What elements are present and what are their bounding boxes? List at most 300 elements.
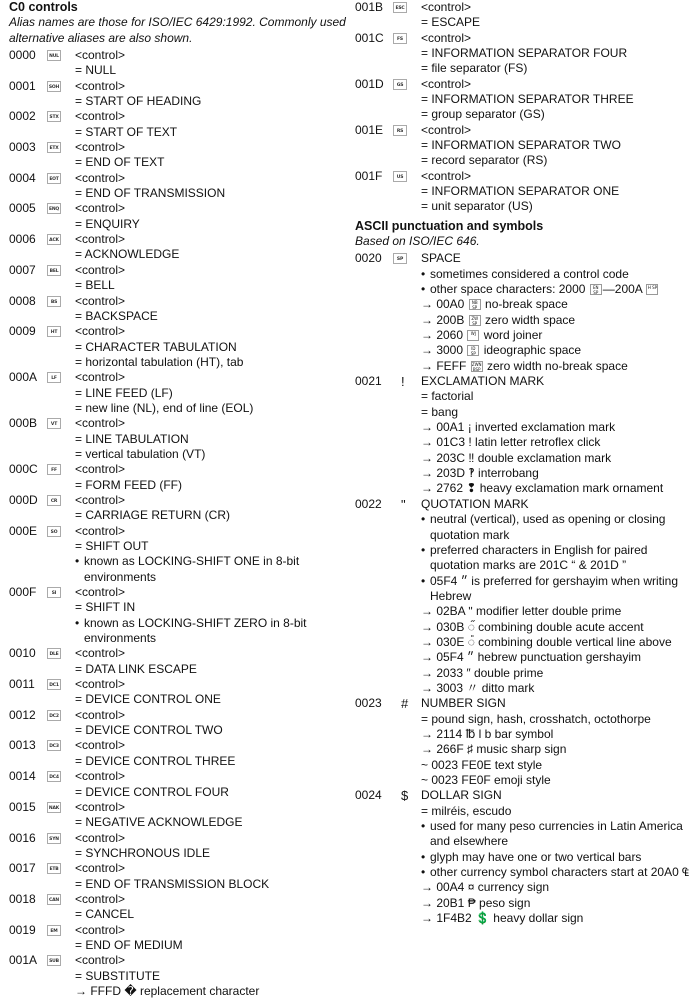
entry-line — [75, 815, 349, 830]
line-text: <control> — [75, 140, 126, 155]
entry-line — [75, 923, 349, 938]
glyph-cell — [393, 169, 421, 215]
entry-body — [75, 953, 349, 999]
line-text: <control> — [75, 170, 126, 185]
bullet-marker: • — [421, 865, 426, 880]
entry-line — [75, 447, 349, 462]
glyph-cell — [393, 0, 421, 31]
entry-line — [75, 416, 349, 431]
control-symbol-box: GS — [393, 79, 407, 90]
bullet-marker: • — [421, 282, 426, 296]
line-text: → 00A1 ¡ inverted exclamation mark — [421, 420, 616, 435]
entry-line — [421, 604, 695, 619]
line-text: = new line (NL), end of line (EOL) — [75, 400, 254, 415]
entry-line — [75, 462, 349, 477]
glyph-cell — [47, 738, 75, 769]
code-point: 0008 — [9, 293, 36, 308]
entry-line — [421, 405, 695, 420]
line-text: → 200B — [421, 312, 468, 327]
control-symbol-box: FF — [47, 464, 61, 475]
line-text: <control> — [75, 109, 126, 124]
control-symbol-box: CAN — [47, 894, 61, 905]
line-text: <control> — [421, 76, 472, 91]
entry-line — [75, 785, 349, 800]
entry-line — [421, 574, 695, 605]
line-text: <control> — [75, 891, 126, 906]
control-symbol-box: ACK — [47, 234, 61, 245]
line-text: known as LOCKING-SHIFT ONE in 8-bit environments — [84, 554, 300, 584]
line-text: → FFFD � replacement character — [75, 983, 260, 998]
control-symbol-box: DC1 — [47, 679, 61, 690]
char-entry-001E — [355, 123, 695, 169]
line-text: = record separator (RS) — [421, 153, 548, 168]
entry-line — [421, 282, 695, 297]
control-symbol-box: DLE — [47, 648, 61, 659]
entry-line — [75, 294, 349, 309]
control-symbol-box: SUB — [47, 955, 61, 966]
glyph-cell — [47, 48, 75, 79]
entry-line — [421, 512, 695, 543]
entry-line — [75, 125, 349, 140]
control-symbol-box: US — [393, 171, 407, 182]
space-symbol-box: NB SP — [469, 299, 481, 310]
entry-line — [421, 880, 695, 895]
entry-line — [75, 662, 349, 677]
line-text: <control> — [75, 799, 126, 814]
glyph-cell — [47, 831, 75, 862]
entry-line — [421, 681, 695, 696]
entry-line — [75, 754, 349, 769]
entry-line — [421, 650, 695, 665]
entry-line — [75, 692, 349, 707]
entry-body — [75, 769, 349, 800]
code-point: 0021 — [355, 374, 382, 389]
line-text: <control> — [75, 830, 126, 845]
char-entry-0015 — [9, 800, 349, 831]
entry-line — [75, 953, 349, 968]
entry-body — [421, 31, 695, 77]
space-symbol-box: H SP — [646, 284, 658, 295]
line-text: → 030B ◌̋ combining double acute accent — [421, 619, 644, 634]
code-point: 0011 — [9, 677, 35, 692]
entry-body — [421, 696, 695, 788]
entry-line — [75, 831, 349, 846]
entry-line — [75, 171, 349, 186]
entry-line — [75, 616, 349, 647]
entry-line — [75, 324, 349, 339]
entry-line — [421, 359, 695, 374]
line-text: SPACE — [421, 251, 461, 266]
entry-line — [75, 386, 349, 401]
char-entry-0003 — [9, 140, 349, 171]
line-text: <control> — [75, 48, 126, 62]
line-text-cont: zero width space — [481, 312, 576, 327]
entry-body — [75, 294, 349, 325]
code-point: 0024 — [355, 788, 382, 803]
section-intro-ascii: Based on ISO/IEC 646. — [355, 233, 480, 248]
line-text: → 2060 — [421, 328, 467, 343]
line-text: = END OF TRANSMISSION BLOCK — [75, 876, 270, 891]
glyph-cell — [393, 696, 421, 788]
entry-line — [421, 420, 695, 435]
line-text: → 2033 ″ double prime — [421, 665, 544, 680]
line-text: = INFORMATION SEPARATOR THREE — [421, 92, 634, 107]
entry-body — [75, 708, 349, 739]
control-symbol-box: SO — [47, 526, 61, 537]
entry-body — [421, 0, 695, 31]
space-symbol-box: EN SP — [590, 284, 602, 295]
entry-line — [75, 524, 349, 539]
control-symbol-box: FS — [393, 33, 407, 44]
glyph-cell — [47, 171, 75, 202]
entry-line — [421, 850, 695, 865]
entry-body — [75, 831, 349, 862]
char-entry-0017 — [9, 861, 349, 892]
control-symbol-box: LF — [47, 372, 61, 383]
line-text: <control> — [421, 30, 472, 45]
line-text: <control> — [75, 324, 126, 339]
line-text: 05F4 ״ is preferred for gershayim when writing Hebrew — [430, 573, 679, 603]
line-text: = CANCEL — [75, 907, 135, 922]
space-symbol-box: ZW SP — [469, 315, 481, 326]
control-symbol-box: ESC — [393, 2, 407, 13]
entry-line — [421, 620, 695, 635]
line-text: sometimes considered a control code — [430, 266, 629, 281]
control-symbol-box: EOT — [47, 173, 61, 184]
entry-line — [421, 758, 695, 773]
line-text: = milréis, escudo — [421, 803, 512, 818]
line-text: = END OF TRANSMISSION — [75, 186, 226, 201]
entry-line — [75, 186, 349, 201]
char-entry-0005 — [9, 201, 349, 232]
code-point: 0019 — [9, 922, 36, 937]
line-text: = INFORMATION SEPARATOR ONE — [421, 184, 620, 199]
entry-line — [75, 861, 349, 876]
line-text: ~ 0023 FE0F emoji style — [421, 773, 551, 787]
line-text: = START OF TEXT — [75, 124, 178, 139]
code-point: 0012 — [9, 707, 36, 722]
control-symbol-box: HT — [47, 326, 61, 337]
left-column — [9, 0, 349, 999]
control-symbol-box: EM — [47, 925, 61, 936]
entry-body — [75, 109, 349, 140]
entry-line — [75, 646, 349, 661]
entry-line — [75, 263, 349, 278]
entry-body — [421, 374, 695, 497]
line-text: → 203C ‼ double exclamation mark — [421, 450, 612, 465]
line-text: = INFORMATION SEPARATOR TWO — [421, 138, 621, 153]
entry-body — [75, 171, 349, 202]
line-text: ~ 0023 FE0E text style — [421, 757, 543, 772]
section-intro-c0: Alias names are those for ISO/IEC 6429:1992. Commonly used alternative aliases are also shown. — [9, 15, 346, 45]
char-entry-0007 — [9, 263, 349, 294]
entry-line — [75, 401, 349, 416]
entry-line — [75, 677, 349, 692]
glyph-cell — [47, 646, 75, 677]
code-point: 0020 — [355, 251, 382, 266]
glyph-cell — [47, 953, 75, 999]
entry-line — [75, 247, 349, 262]
line-text: known as LOCKING-SHIFT ZERO in 8-bit environments — [84, 615, 307, 646]
line-text: → 2114 ℔ l b bar symbol — [421, 726, 554, 741]
entry-body — [75, 738, 349, 769]
line-text: = START OF HEADING — [75, 94, 202, 109]
line-text: → 203D ‽ interrobang — [421, 466, 539, 481]
line-text: <control> — [75, 523, 126, 538]
char-entry-001D — [355, 77, 695, 123]
glyph-cell — [47, 800, 75, 831]
line-text: → 00A4 ¤ currency sign — [421, 880, 550, 895]
entry-line — [421, 153, 695, 168]
line-text: <control> — [75, 677, 126, 692]
code-point: 001E — [355, 122, 384, 137]
line-text: other space characters: 2000 — [430, 282, 589, 296]
control-symbol-box: SP — [393, 253, 407, 264]
code-point: 000F — [9, 585, 37, 600]
line-text: <control> — [75, 707, 126, 722]
entry-line — [75, 109, 349, 124]
code-point: 001C — [355, 30, 384, 45]
glyph-cell — [47, 524, 75, 585]
char-entry-000A — [9, 370, 349, 416]
entry-line — [421, 328, 695, 343]
bullet-marker: • — [75, 554, 80, 569]
entry-body — [421, 788, 695, 926]
entry-line — [75, 155, 349, 170]
line-text: = CHARACTER TABULATION — [75, 339, 237, 354]
code-point: 0010 — [9, 646, 36, 661]
bullet-marker: • — [421, 573, 426, 588]
bullet-marker: • — [421, 266, 426, 281]
line-text: = pound sign, hash, crosshatch, octothorpe — [421, 711, 651, 726]
control-symbol-box: ETX — [47, 142, 61, 153]
glyph-cell — [47, 263, 75, 294]
entry-line — [421, 267, 695, 282]
entry-body — [75, 524, 349, 585]
line-text-cont: zero width no-break space — [483, 358, 628, 373]
char-entry-0014 — [9, 769, 349, 800]
entry-body — [421, 123, 695, 169]
entry-line — [421, 46, 695, 61]
line-text: = ACKNOWLEDGE — [75, 247, 180, 262]
glyph-cell — [47, 109, 75, 140]
char-entry-0012 — [9, 708, 349, 739]
glyph-cell — [393, 788, 421, 926]
char-entry-0020 — [355, 251, 695, 374]
entry-line — [421, 712, 695, 727]
control-symbol-box: CR — [47, 495, 61, 506]
entry-body — [75, 201, 349, 232]
line-text: = BACKSPACE — [75, 308, 158, 323]
control-symbol-box: ETB — [47, 863, 61, 874]
code-point: 001B — [355, 0, 384, 14]
char-entry-000F — [9, 585, 349, 646]
char-entry-0002 — [9, 109, 349, 140]
control-symbol-box: BS — [47, 296, 61, 307]
line-text-cont: word joiner — [480, 328, 543, 343]
line-text: <control> — [421, 122, 472, 137]
char-glyph: ! — [401, 374, 405, 390]
entry-line — [421, 788, 695, 803]
char-entry-000C — [9, 462, 349, 493]
char-glyph: " — [401, 496, 406, 512]
code-point: 001F — [355, 168, 383, 183]
entry-line — [421, 865, 695, 880]
entry-line — [75, 217, 349, 232]
line-text: = ENQUIRY — [75, 216, 140, 231]
entry-line — [421, 251, 695, 266]
entry-body — [421, 77, 695, 123]
char-entry-0000 — [9, 48, 349, 79]
line-text: <control> — [75, 861, 126, 876]
line-text: neutral (vertical), used as opening or closing quotation mark — [430, 512, 666, 542]
char-entry-0008 — [9, 294, 349, 325]
entry-line — [75, 370, 349, 385]
char-entry-0006 — [9, 232, 349, 263]
section-heading-ascii: ASCII punctuation and symbols — [355, 218, 544, 233]
glyph-cell — [47, 769, 75, 800]
line-text: <control> — [75, 416, 126, 431]
entry-line — [75, 708, 349, 723]
glyph-cell — [393, 123, 421, 169]
entry-body — [75, 800, 349, 831]
entry-line — [421, 466, 695, 481]
code-point: 0023 — [355, 696, 382, 711]
char-entry-0024 — [355, 788, 695, 926]
line-text: = END OF TEXT — [75, 155, 165, 170]
entry-body — [75, 677, 349, 708]
line-text: EXCLAMATION MARK — [421, 374, 545, 389]
entry-line — [75, 232, 349, 247]
line-text: → 1F4B2 💲 heavy dollar sign — [421, 911, 584, 926]
entry-body — [75, 79, 349, 110]
code-point: 000D — [9, 492, 38, 507]
control-symbol-box: NAK — [47, 802, 61, 813]
code-point: 0004 — [9, 170, 36, 185]
control-symbol-box: STX — [47, 111, 61, 122]
line-text: <control> — [75, 262, 126, 277]
line-text: <control> — [75, 738, 126, 753]
entry-body — [75, 324, 349, 370]
glyph-cell — [393, 497, 421, 696]
code-point: 000C — [9, 462, 38, 477]
glyph-cell — [47, 493, 75, 524]
entry-line — [421, 297, 695, 312]
code-point: 0005 — [9, 201, 36, 216]
glyph-cell — [47, 370, 75, 416]
entry-line — [75, 585, 349, 600]
char-entry-0021 — [355, 374, 695, 497]
entry-line — [421, 123, 695, 138]
char-entry-0022 — [355, 497, 695, 696]
glyph-cell — [47, 416, 75, 462]
line-text: <control> — [75, 78, 126, 93]
char-entry-0016 — [9, 831, 349, 862]
code-point: 001A — [9, 953, 38, 968]
entry-line — [75, 355, 349, 370]
space-symbol-box: ID SP — [467, 345, 479, 356]
entry-line — [421, 199, 695, 214]
line-text: <control> — [75, 462, 126, 477]
entry-body — [75, 140, 349, 171]
line-text-cont: —200A — [602, 282, 646, 296]
entry-line — [421, 92, 695, 107]
line-text: = DEVICE CONTROL THREE — [75, 753, 236, 768]
entry-line — [421, 169, 695, 184]
entry-body — [421, 251, 695, 374]
entry-body — [75, 646, 349, 677]
line-text: <control> — [421, 168, 472, 183]
line-text: <control> — [75, 585, 126, 600]
glyph-cell — [47, 462, 75, 493]
bullet-marker: • — [75, 615, 80, 630]
line-text: <control> — [75, 953, 126, 968]
entry-line — [421, 773, 695, 788]
code-point: 0014 — [9, 769, 36, 784]
entry-line — [75, 201, 349, 216]
entry-line — [421, 727, 695, 742]
glyph-cell — [393, 31, 421, 77]
code-point: 0000 — [9, 48, 36, 62]
line-text: <control> — [421, 0, 472, 14]
entry-line — [421, 15, 695, 30]
entry-line — [75, 340, 349, 355]
bullet-marker: • — [421, 819, 426, 834]
entry-line — [75, 877, 349, 892]
entry-body — [75, 462, 349, 493]
entry-line — [75, 846, 349, 861]
code-point: 0001 — [9, 78, 36, 93]
line-text: = factorial — [421, 389, 474, 404]
entry-line — [75, 309, 349, 324]
entry-line — [75, 984, 349, 999]
entry-line — [75, 554, 349, 585]
line-text: → 3003 〃 ditto mark — [421, 680, 535, 695]
control-symbol-box: DC2 — [47, 710, 61, 721]
left-entry-list — [9, 48, 349, 999]
entry-body — [75, 48, 349, 79]
line-text: QUOTATION MARK — [421, 496, 529, 511]
line-text: = INFORMATION SEPARATOR FOUR — [421, 46, 628, 61]
entry-line — [421, 374, 695, 389]
code-point: 001D — [355, 76, 384, 91]
entry-line — [75, 493, 349, 508]
line-text: = vertical tabulation (VT) — [75, 446, 206, 461]
entry-line — [75, 800, 349, 815]
entry-line — [421, 313, 695, 328]
line-text: preferred characters in English for paired quotation marks are 201C “ & 201D ” — [430, 542, 648, 573]
entry-line — [75, 600, 349, 615]
code-point: 000B — [9, 416, 38, 431]
glyph-cell — [47, 79, 75, 110]
line-text: = BELL — [75, 278, 115, 293]
glyph-cell — [47, 861, 75, 892]
entry-body — [75, 861, 349, 892]
section-heading-c0-controls: C0 controls — [9, 0, 78, 14]
line-text: = file separator (FS) — [421, 61, 528, 76]
line-text: NUMBER SIGN — [421, 696, 506, 711]
code-point: 0018 — [9, 891, 36, 906]
line-text: = CARRIAGE RETURN (CR) — [75, 508, 231, 523]
line-text: <control> — [75, 769, 126, 784]
entry-line — [421, 138, 695, 153]
code-point: 0016 — [9, 830, 36, 845]
line-text: = horizontal tabulation (HT), tab — [75, 354, 244, 369]
char-entry-001B — [355, 0, 695, 31]
char-entry-000E — [9, 524, 349, 585]
entry-line — [421, 696, 695, 711]
entry-line — [421, 435, 695, 450]
